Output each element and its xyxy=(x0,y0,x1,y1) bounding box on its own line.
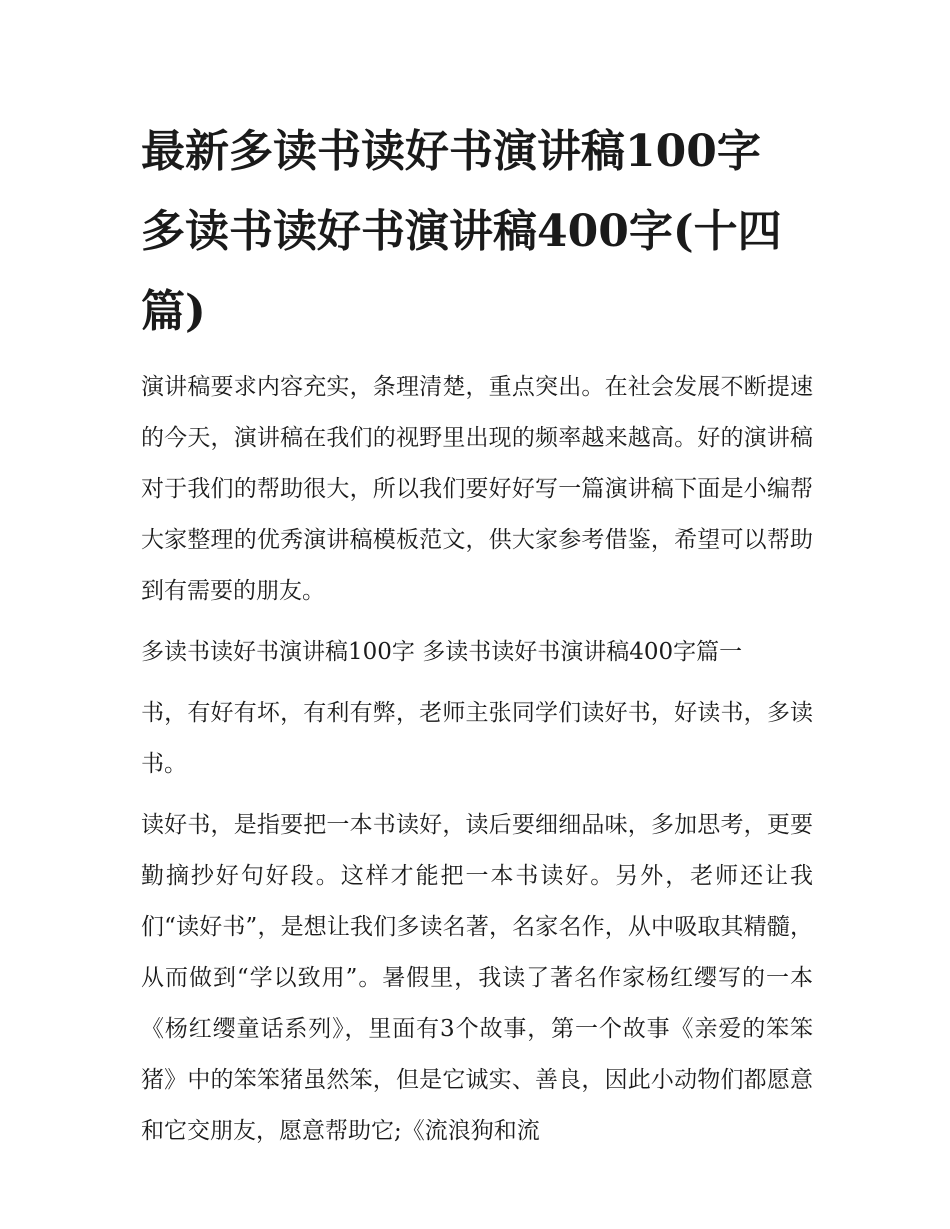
section-heading: 多读书读好书演讲稿100字 多读书读好书演讲稿400字篇一 xyxy=(141,639,743,665)
intro-paragraph: 演讲稿要求内容充实，条理清楚，重点突出。在社会发展不断提速的今天，演讲稿在我们的视野里出现的频率越来越高。好的演讲稿对于我们的帮助很大，所以我们要好好写一篇演讲稿下面是小编帮大家整理的优秀演讲稿模板范文，供大家参考借鉴，希望可以帮助到有需要的朋友。 xyxy=(141,374,813,604)
document-title: 最新多读书读好书演讲稿100字 多读书读好书演讲稿400字(十四篇) xyxy=(141,126,782,337)
document-page xyxy=(141,112,813,1157)
body-paragraph: 读好书，是指要把一本书读好，读后要细细品味，多加思考，更要勤摘抄好句好段。这样才能把一本书读好。另外，老师还让我们“读好书”，是想让我们多读名著，名家名作，从中吸取其精髓，从而做到“学以致用”。暑假里，我读了著名作家杨红缨写的一本《杨红缨童话系列》，里面有3个故事，第一个故事《亲爱的笨笨猪》中的笨笨猪虽然笨，但是它诚实、善良，因此小动物们都愿意和它交朋友，愿意帮助它;《流浪狗和流 xyxy=(141,812,813,1144)
body-paragraph: 书，有好有坏，有利有弊，老师主张同学们读好书，好读书，多读书。 xyxy=(141,700,813,777)
